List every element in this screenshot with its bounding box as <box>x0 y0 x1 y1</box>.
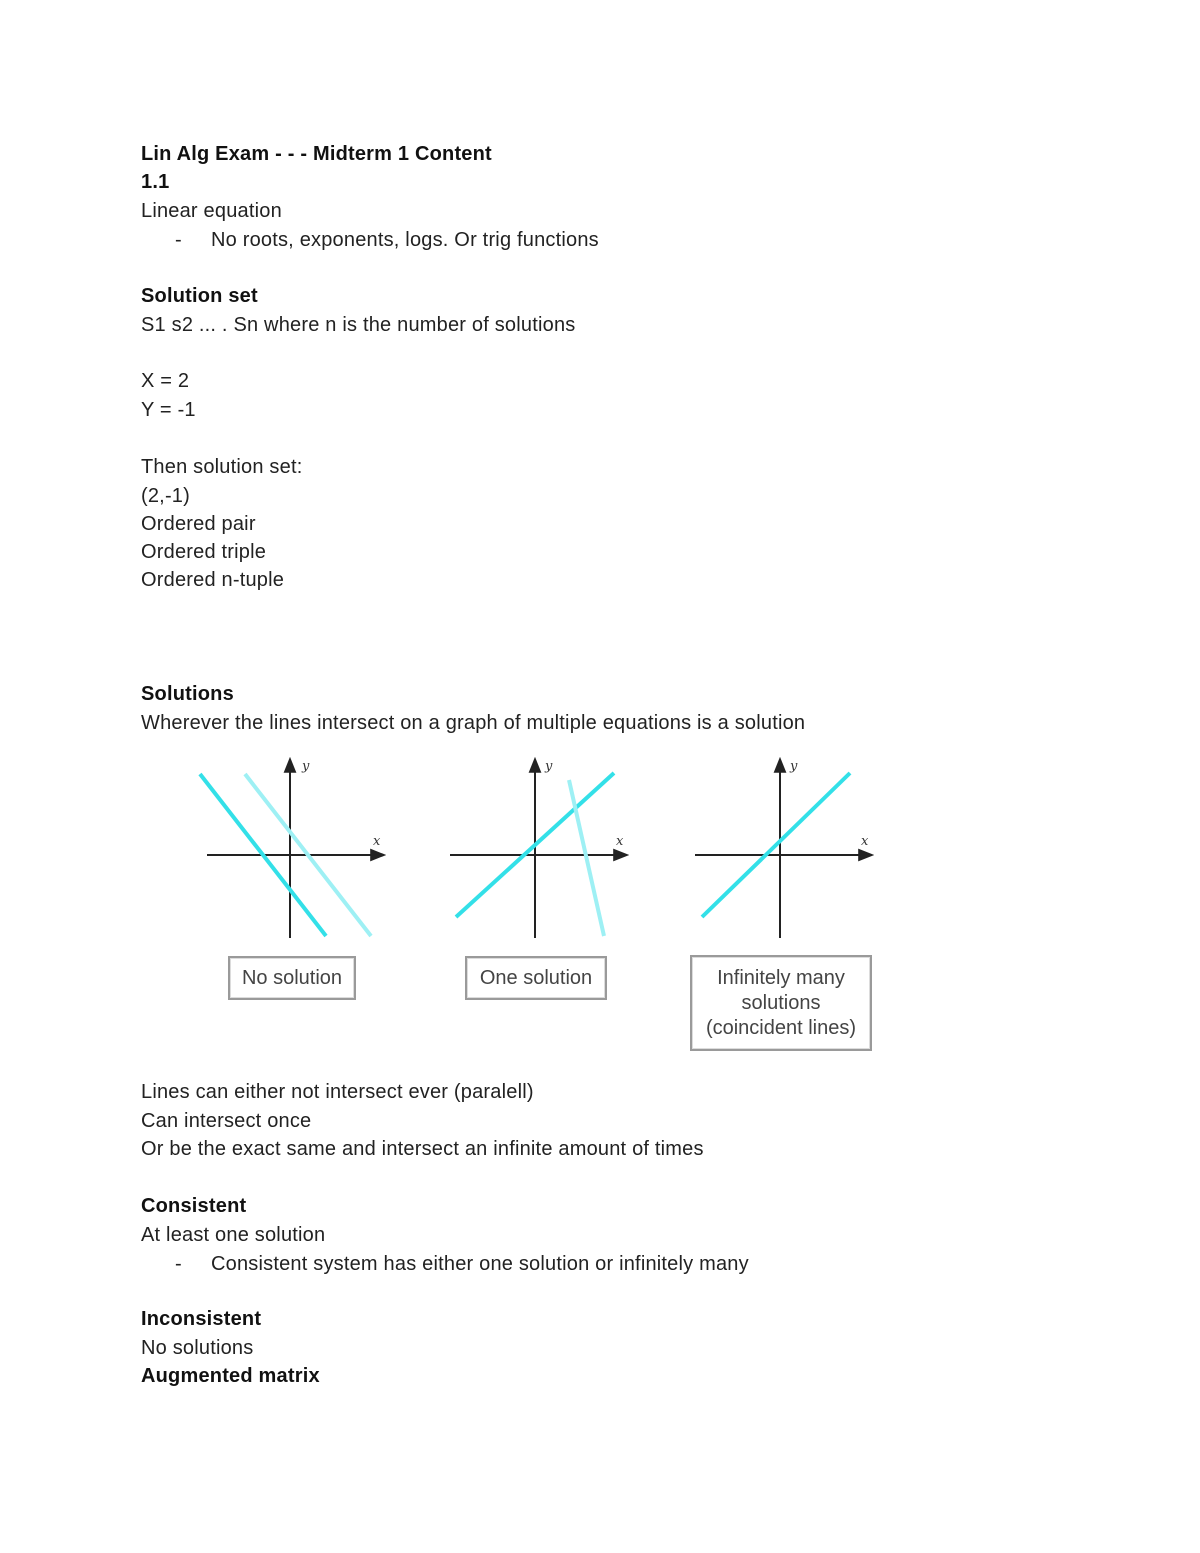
augmented-matrix-heading: Augmented matrix <box>141 1365 320 1387</box>
caption-infinite-line-2: solutions <box>741 991 821 1014</box>
y-axis-label: y <box>302 759 310 774</box>
y-axis-label: y <box>545 759 553 774</box>
caption-no-solution <box>228 956 356 1000</box>
x-axis-label: x <box>616 834 624 849</box>
section-number: 1.1 <box>141 171 170 193</box>
solution-set-description: S1 s2 ... . Sn where n is the number of solutions <box>141 314 576 336</box>
consistent-description: At least one solution <box>141 1224 326 1246</box>
inconsistent-heading: Inconsistent <box>141 1308 262 1330</box>
x-equation: X = 2 <box>141 370 190 392</box>
solution-set-heading: Solution set <box>141 285 258 307</box>
caption-no-solution-text: No solution <box>241 966 343 989</box>
lines-statement-1: Lines can either not intersect ever (paralell) <box>141 1081 534 1103</box>
graph-infinite-solutions <box>685 752 885 947</box>
lines-statement-2: Can intersect once <box>141 1110 312 1132</box>
solutions-heading: Solutions <box>141 683 234 705</box>
ordered-triple: Ordered triple <box>141 541 267 563</box>
solutions-description: Wherever the lines intersect on a graph of multiple equations is a solution <box>141 712 806 734</box>
x-axis-label: x <box>373 834 381 849</box>
y-equation: Y = -1 <box>141 399 196 421</box>
ordered-ntuple: Ordered n-tuple <box>141 569 285 591</box>
caption-infinite-line-1: Infinitely many <box>717 966 845 989</box>
caption-one-solution <box>465 956 607 1000</box>
bullet-dash: - <box>175 1253 182 1275</box>
bullet-dash: - <box>175 229 182 251</box>
linear-equation-bullet: No roots, exponents, logs. Or trig functions <box>211 229 599 251</box>
consistent-bullet: Consistent system has either one solution or infinitely many <box>211 1253 749 1275</box>
consistent-heading: Consistent <box>141 1195 247 1217</box>
then-solution-set: Then solution set: <box>141 456 303 478</box>
caption-infinite-solutions <box>690 955 872 1051</box>
solutions-figure <box>195 752 885 1052</box>
lines-statement-3: Or be the exact same and intersect an infinite amount of times <box>141 1138 704 1160</box>
pair-value: (2,-1) <box>141 485 190 507</box>
caption-one-solution-text: One solution <box>479 966 593 989</box>
line-2 <box>569 780 604 936</box>
graph-no-solution <box>195 752 395 947</box>
document-title: Lin Alg Exam - - - Midterm 1 Content <box>141 143 492 165</box>
x-axis-label: x <box>861 834 869 849</box>
coincident-lines <box>702 773 850 917</box>
linear-equation-label: Linear equation <box>141 200 282 222</box>
inconsistent-description: No solutions <box>141 1337 254 1359</box>
y-axis-label: y <box>790 759 798 774</box>
ordered-pair: Ordered pair <box>141 513 256 535</box>
caption-infinite-line-3: (coincident lines) <box>705 1016 857 1039</box>
graph-one-solution <box>440 752 640 947</box>
